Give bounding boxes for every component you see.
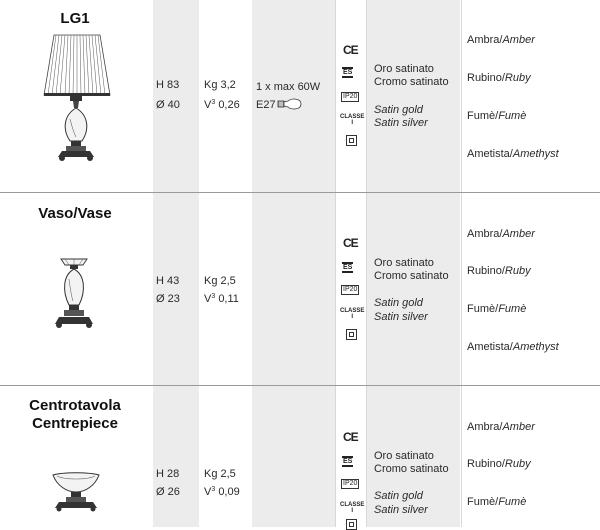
diameter-value: Ø 23: [156, 293, 180, 305]
volume-value: $V^3$ 0,11: [204, 293, 239, 305]
double-square-icon: [346, 329, 357, 340]
finish-en-2: Satin silver: [374, 504, 428, 516]
ce-mark-icon: CE: [343, 43, 358, 57]
finish-it-1: Oro satinato: [374, 257, 434, 269]
color-option: Fumè/Fumè: [467, 303, 527, 315]
class-one-mark: CLASSE I: [340, 114, 365, 126]
height-value: H 28: [156, 468, 180, 480]
weight-value: Kg 2,5: [204, 468, 236, 480]
finish-en-1: Satin gold: [374, 297, 423, 309]
product-name: LG1: [60, 10, 90, 27]
ip20-mark-icon: IP20: [343, 286, 358, 293]
vase-illustration: [53, 257, 95, 331]
diameter-value: Ø 26: [156, 486, 180, 498]
finish-en-1: Satin gold: [374, 490, 423, 502]
color-option: Ambra/Amber: [467, 421, 535, 433]
color-option: Rubino/Ruby: [467, 265, 531, 277]
color-option: Rubino/Ruby: [467, 458, 531, 470]
color-option: Ambra/Amber: [467, 228, 535, 240]
height-value: H 43: [156, 275, 180, 287]
ce-mark-icon: CE: [343, 236, 358, 250]
color-option: Fumè/Fumè: [467, 110, 527, 122]
finish-it-2: Cromo satinato: [374, 270, 449, 282]
es-mark-icon: ES: [343, 458, 353, 465]
light-bulb-icon: [277, 97, 303, 111]
product-row-lg1: [0, 0, 600, 192]
finish-en-2: Satin silver: [374, 117, 428, 129]
product-name: Vaso/Vase: [38, 205, 112, 222]
finish-it-1: Oro satinato: [374, 63, 434, 75]
finish-en-1: Satin gold: [374, 104, 423, 116]
product-row-centrepiece: [0, 386, 600, 527]
volume-value: $V^3$ 0,26: [204, 99, 240, 111]
finish-it-1: Oro satinato: [374, 450, 434, 462]
color-option: Ametista/Amethyst: [467, 341, 559, 353]
finish-it-2: Cromo satinato: [374, 76, 449, 88]
color-option: Fumè/Fumè: [467, 496, 527, 508]
ip20-mark-icon: IP20: [343, 480, 358, 487]
centrepiece-illustration: [49, 472, 103, 512]
finish-it-2: Cromo satinato: [374, 463, 449, 475]
table-lamp-illustration: [40, 33, 114, 165]
volume-value: $V^3$ 0,09: [204, 486, 240, 498]
bulb-socket: E27: [256, 99, 276, 111]
finish-en-2: Satin silver: [374, 311, 428, 323]
double-square-icon: [346, 135, 357, 146]
diameter-value: Ø 40: [156, 99, 180, 111]
class-one-mark: CLASSE I: [340, 308, 365, 320]
ce-mark-icon: CE: [343, 430, 358, 444]
color-option: Ametista/Amethyst: [467, 148, 559, 160]
product-name-line1: Centrotavola: [29, 397, 121, 414]
height-value: H 83: [156, 79, 180, 91]
product-name-line2: Centrepiece: [32, 415, 118, 432]
es-mark-icon: ES: [343, 264, 353, 271]
es-mark-icon: ES: [343, 69, 353, 76]
bulb-spec: 1 x max 60W: [256, 81, 321, 93]
color-option: Rubino/Ruby: [467, 72, 531, 84]
weight-value: Kg 3,2: [204, 79, 236, 91]
color-option: Ambra/Amber: [467, 34, 535, 46]
product-row-vase: [0, 193, 600, 385]
double-square-icon: [346, 519, 357, 530]
class-one-mark: CLASSE I: [340, 502, 365, 514]
weight-value: Kg 2,5: [204, 275, 236, 287]
ip20-mark-icon: IP20: [343, 93, 358, 100]
